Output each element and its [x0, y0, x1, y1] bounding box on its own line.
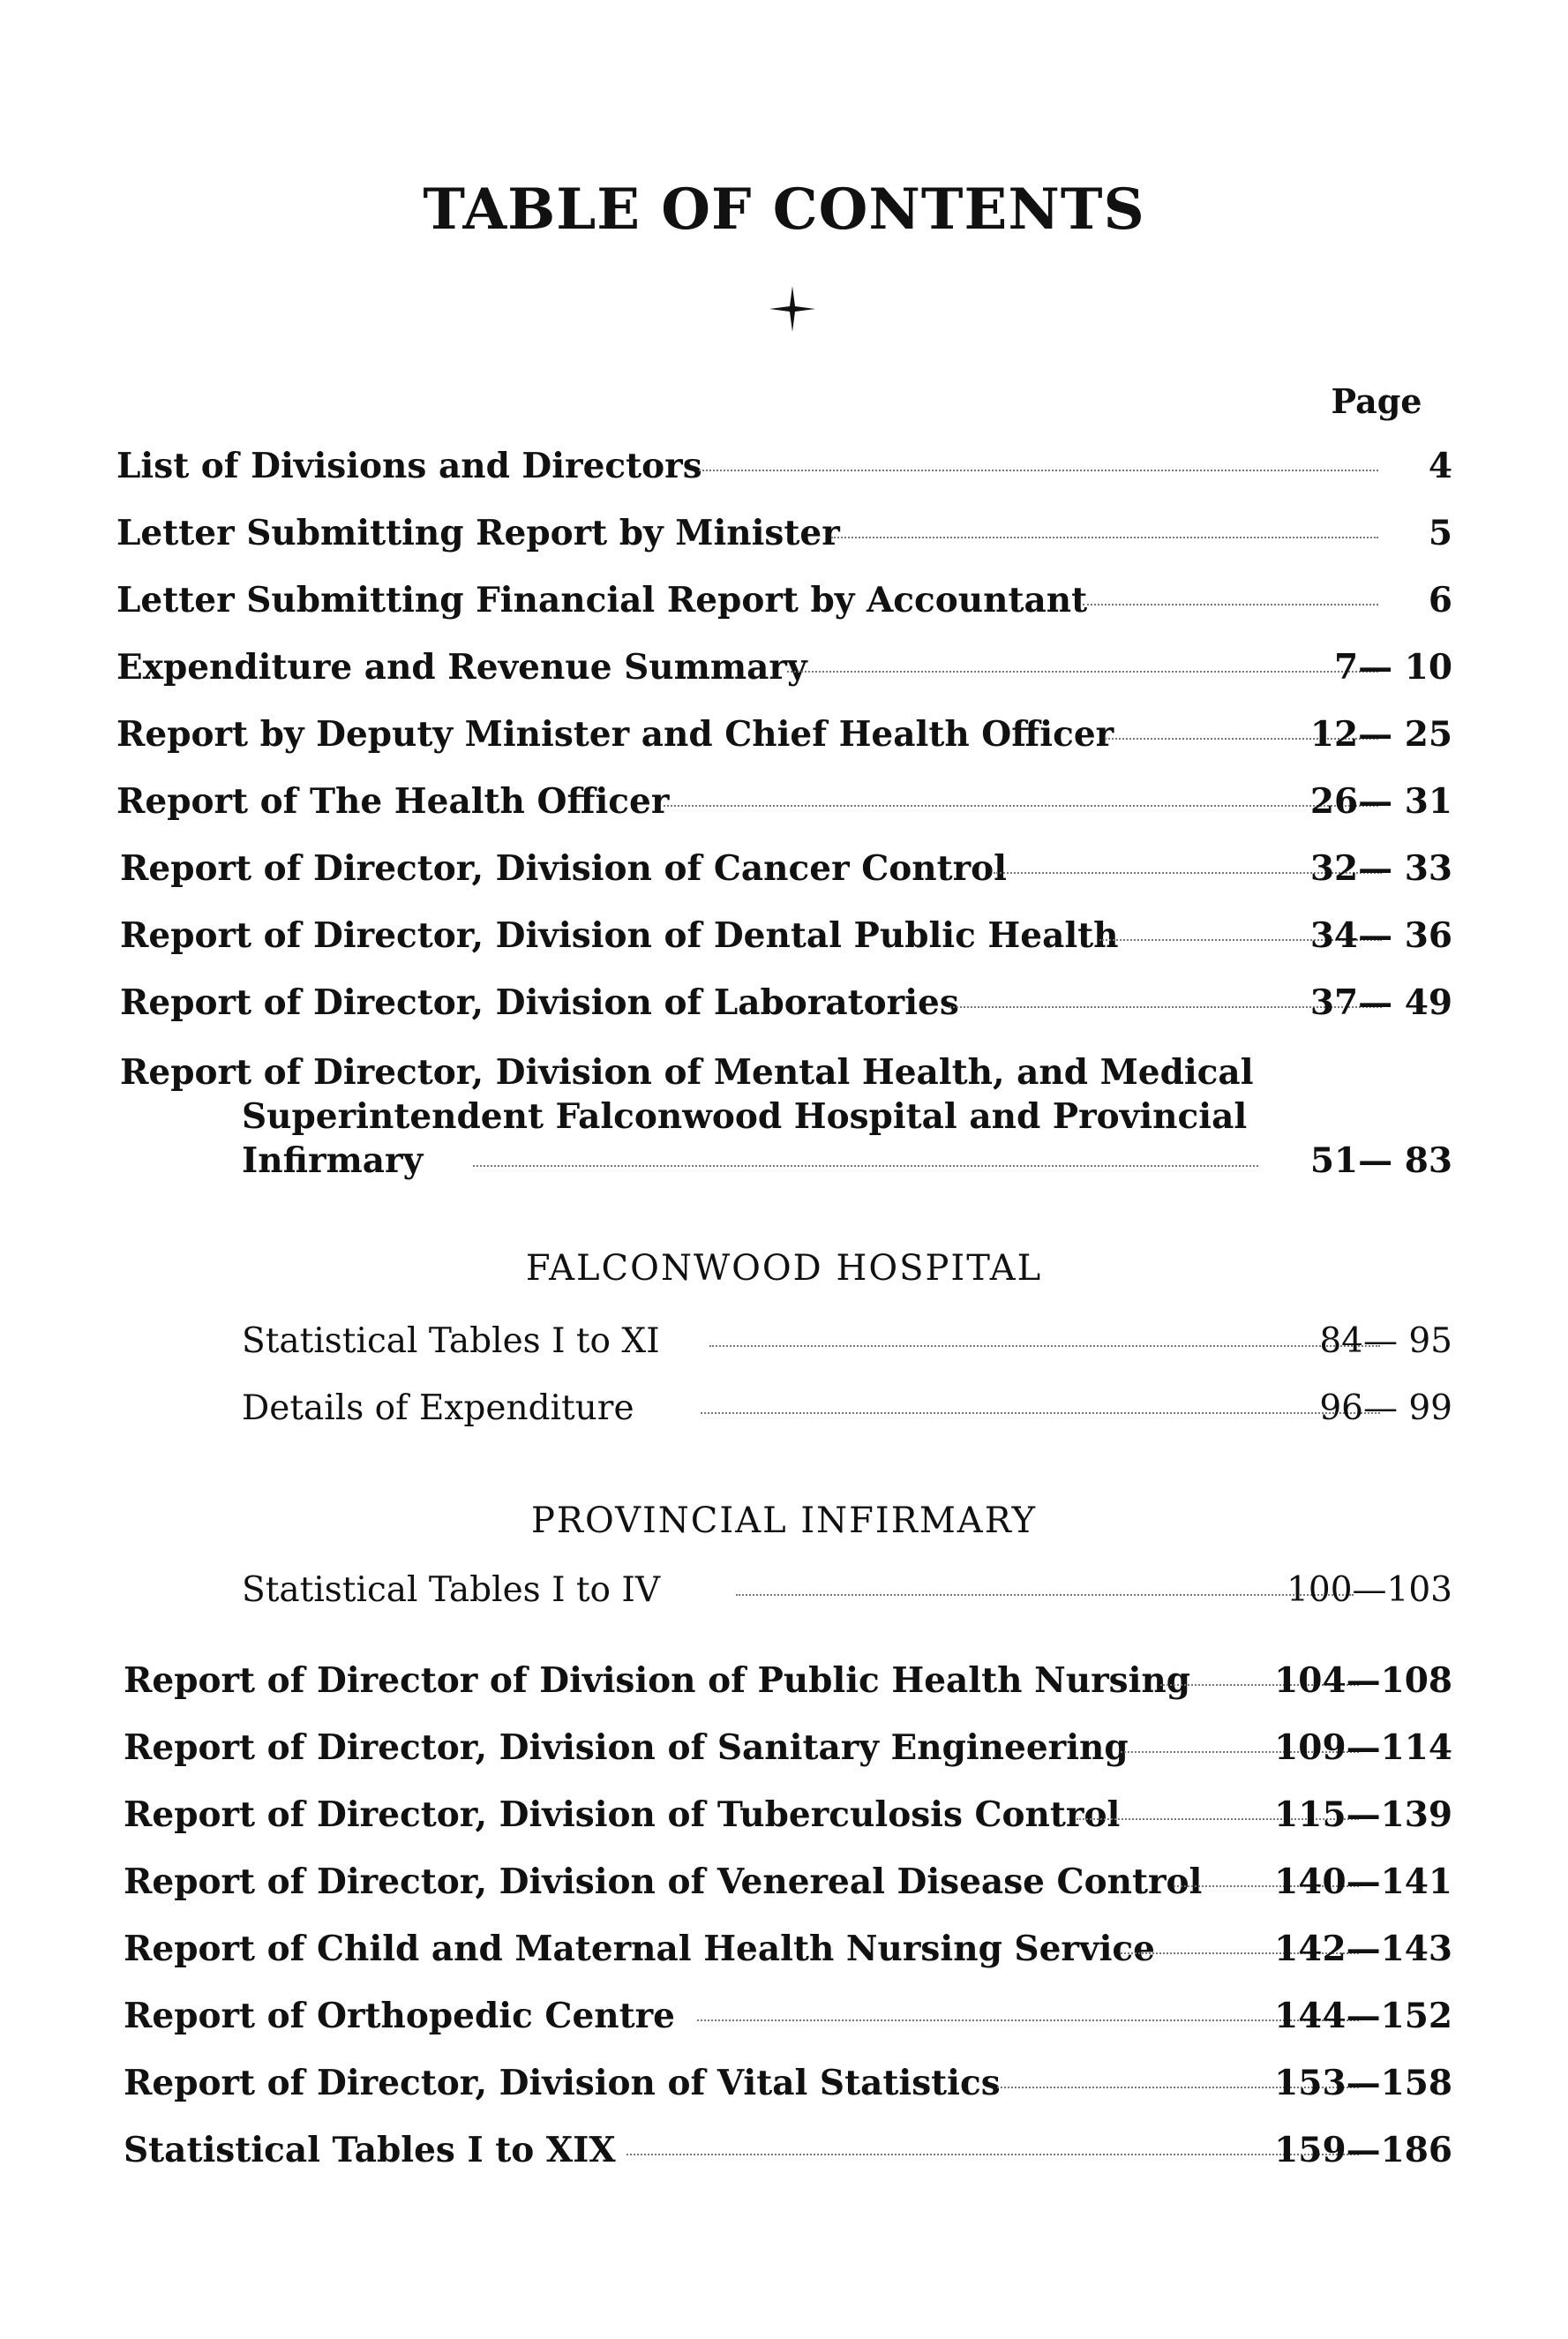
toc-entry	[116, 780, 1452, 833]
leader-dots	[736, 1594, 1354, 1596]
cross-ornament-icon	[766, 282, 819, 335]
toc-entry-page: 4	[1428, 446, 1452, 486]
toc-entry-page: 140—141	[1274, 1861, 1452, 1902]
toc-entry-page: 159—186	[1274, 2130, 1452, 2170]
toc-entry-label: Details of Expenditure	[242, 1388, 634, 1428]
leader-dots	[664, 805, 1378, 807]
toc-entry-page: 5	[1428, 513, 1452, 553]
toc-entry-label: Report of Director, Division of Venereal Disease Control	[124, 1861, 1203, 1902]
toc-entry-label: Report by Deputy Minister and Chief Health Officer	[116, 714, 1114, 755]
toc-entry-label: Letter Submitting Report by Minister	[116, 513, 840, 553]
toc-entry-page: 12— 25	[1309, 714, 1452, 755]
toc-entry	[116, 445, 1452, 498]
toc-entry	[116, 512, 1452, 565]
toc-entry-label: Letter Submitting Financial Report by Accountant	[116, 580, 1088, 620]
toc-entry	[120, 981, 1452, 1034]
toc-entry	[242, 1320, 1452, 1373]
leader-dots	[709, 1345, 1380, 1347]
toc-entry	[120, 847, 1452, 900]
section-heading-falconwood: FALCONWOOD HOSPITAL	[525, 1248, 1043, 1289]
leader-dots	[626, 2154, 1359, 2155]
toc-entry-label: Report of Director, Division of Sanitary Engineering	[124, 1727, 1129, 1768]
toc-entry-page: 32— 33	[1309, 848, 1452, 889]
toc-entry-label: Report of Director of Division of Public Health Nursing	[124, 1660, 1191, 1701]
toc-entry-page: 153—158	[1274, 2063, 1452, 2103]
toc-entry-page: 37— 49	[1309, 982, 1452, 1023]
toc-entry-page: 7— 10	[1334, 647, 1452, 688]
toc-entry-page: 6	[1428, 580, 1452, 620]
toc-entry-page: 26— 31	[1309, 781, 1452, 822]
toc-entry-page: 144—152	[1274, 1996, 1452, 2036]
toc-entry-page: 142—143	[1274, 1929, 1452, 1969]
toc-entry-page: 34— 36	[1309, 915, 1452, 956]
leader-dots	[699, 470, 1378, 471]
toc-entry-label: Expenditure and Revenue Summary	[116, 647, 807, 688]
section-heading-infirmary: PROVINCIAL INFIRMARY	[531, 1500, 1037, 1541]
toc-entry	[116, 579, 1452, 632]
toc-entry-label: Report of Director, Division of Laboratories	[120, 982, 959, 1023]
toc-entry-page: 51— 83	[1309, 1140, 1452, 1181]
toc-entry-label: Report of Director, Division of Vital Statistics	[124, 2063, 1001, 2103]
toc-entry-label: Report of The Health Officer	[116, 781, 670, 822]
page-column-header: Page	[1331, 381, 1422, 421]
toc-entry-label: List of Divisions and Directors	[116, 446, 702, 486]
toc-entry	[116, 713, 1452, 766]
toc-entry-label: Report of Child and Maternal Health Nursing Service	[124, 1929, 1155, 1969]
toc-entry	[124, 2129, 1452, 2182]
toc-entry-label: Report of Orthopedic Centre	[124, 1996, 675, 2036]
toc-entry-page: 96— 99	[1319, 1388, 1452, 1428]
leader-dots	[1083, 604, 1378, 605]
toc-entry-label-line2: Superintendent Falconwood Hospital and Provincial	[242, 1096, 1248, 1137]
toc-entry	[124, 1794, 1452, 1846]
toc-entry-label: Statistical Tables I to XI	[242, 1321, 660, 1361]
toc-entry-label: Report of Director, Division of Cancer Control	[120, 848, 1007, 889]
leader-dots	[473, 1165, 1258, 1167]
toc-entry	[120, 914, 1452, 967]
toc-entry	[124, 1928, 1452, 1981]
toc-entry-label: Statistical Tables I to IV	[242, 1570, 660, 1610]
toc-entry-page: 115—139	[1274, 1794, 1452, 1835]
toc-entry	[242, 1388, 1452, 1440]
toc-entry	[116, 646, 1452, 699]
toc-entry	[124, 1861, 1452, 1914]
toc-entry-label-line1: Report of Director, Division of Mental Health, and Medical	[120, 1052, 1254, 1093]
leader-dots	[701, 1412, 1380, 1414]
toc-entry-label: Report of Director, Division of Dental Public Health	[120, 915, 1119, 956]
toc-entry-label: Report of Director, Division of Tuberculosis Control	[124, 1794, 1121, 1835]
toc-entry-page: 109—114	[1274, 1727, 1452, 1768]
toc-entry	[124, 1659, 1452, 1712]
toc-entry-page: 100—103	[1287, 1570, 1452, 1610]
toc-entry	[124, 2062, 1452, 2115]
page-title: TABLE OF CONTENTS	[423, 177, 1145, 243]
leader-dots	[787, 671, 1378, 673]
toc-entry-label: Statistical Tables I to XIX	[124, 2130, 616, 2170]
leader-dots	[831, 537, 1378, 538]
toc-entry	[124, 1995, 1452, 2048]
toc-entry	[242, 1569, 1452, 1622]
toc-entry-label-line3: Infirmary	[242, 1140, 424, 1181]
leader-dots	[697, 2019, 1359, 2021]
toc-entry	[124, 1726, 1452, 1779]
toc-entry-page: 104—108	[1274, 1660, 1452, 1701]
toc-entry-page: 84— 95	[1319, 1321, 1452, 1361]
